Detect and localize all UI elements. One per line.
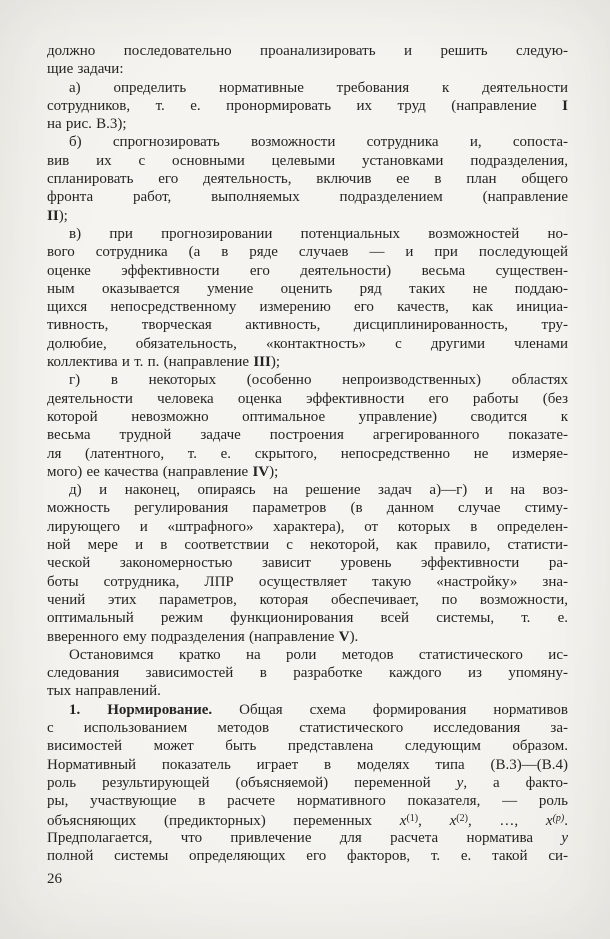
text-segment: ческой закономерностью зависит уровень эффективности ра- — [47, 555, 568, 572]
text-line — [47, 316, 568, 334]
text-line — [47, 628, 568, 646]
text-line — [47, 664, 568, 682]
text-line — [47, 536, 568, 554]
text-segment: I — [562, 97, 568, 114]
text-segment: x — [545, 813, 553, 829]
text-line — [47, 188, 568, 206]
text-segment: ); — [270, 354, 280, 371]
text-segment: оптимальный режим функционирования всей системы, т. е. — [47, 610, 568, 627]
text-segment: оценке эффективности его деятельности) весьма существен- — [47, 262, 568, 279]
text-segment: Общая схема формирования нормативов — [212, 701, 568, 718]
text-line — [47, 518, 568, 536]
text-segment: тых направлений. — [47, 683, 161, 700]
text-line — [47, 463, 568, 481]
text-segment: которой невозможно оптимальное управление) сводится к — [47, 408, 568, 425]
text-segment: ). — [349, 628, 359, 645]
text-segment: роль результирующей (объясняемой) переменной — [47, 774, 457, 791]
text-segment: ры, участвующие в расчете нормативного показателя, — роль — [47, 793, 568, 810]
text-segment: Остановимся кратко на роли методов статистического ис- — [69, 646, 568, 663]
text-line — [47, 426, 568, 444]
text-segment: на рис. В.3); — [47, 116, 127, 133]
text-segment: весьма трудной задаче построения агрегированного показате- — [47, 427, 568, 444]
text-line — [47, 79, 568, 97]
text-line — [47, 847, 568, 865]
text-segment: следования зависимостей в разработке каждого из упомяну- — [47, 665, 568, 682]
text-segment: ным оказывается умение оценить ряд таких не поддаю- — [47, 280, 568, 297]
text-segment: IV — [252, 463, 270, 480]
text-segment: y — [456, 774, 464, 791]
text-line — [47, 115, 568, 133]
text-line — [47, 701, 568, 719]
text-segment: V — [338, 628, 350, 645]
text-block — [47, 42, 568, 865]
text-line — [47, 646, 568, 664]
text-segment: коллектива и т. п. (направление — [47, 354, 254, 371]
text-line — [47, 554, 568, 572]
text-segment: (2) — [456, 813, 468, 825]
text-line — [47, 774, 568, 792]
text-line — [47, 408, 568, 426]
text-segment: (p) — [552, 813, 565, 825]
text-segment: 1. Нормирование. — [69, 701, 213, 718]
text-line — [47, 133, 568, 151]
text-segment: должно последовательно проанализировать и решить следую- — [47, 43, 568, 59]
text-line — [47, 207, 568, 225]
page-number: 26 — [47, 871, 62, 887]
text-segment: y — [561, 829, 568, 846]
text-segment: вив их с основными целевыми установками подразделения, — [47, 152, 568, 169]
text-line — [47, 829, 568, 847]
text-segment: щие задачи: — [47, 61, 124, 78]
text-line — [47, 152, 568, 170]
text-segment: ); — [269, 463, 279, 480]
text-segment: с использованием методов статистического исследования за- — [47, 719, 568, 736]
text-line — [47, 371, 568, 389]
text-segment: сотрудников, т. е. пронормировать их труд (направление — [47, 97, 563, 114]
text-segment: спланировать его деятельность, включив ее в план общего — [47, 171, 568, 188]
text-line — [47, 445, 568, 463]
text-segment: фронта работ, выполняемых подразделением (направление — [47, 189, 568, 206]
text-segment: вого сотрудника (а в ряде случаев — и при последующей — [47, 244, 568, 261]
text-segment: в) при прогнозировании потенциальных возможностей но- — [69, 225, 568, 242]
text-segment: Нормативный показатель играет в моделях типа (В.3)—(В.4) — [47, 756, 568, 773]
text-segment: ); — [58, 207, 68, 224]
text-line — [47, 390, 568, 408]
text-line — [47, 60, 568, 78]
text-segment: б) спрогнозировать возможности сотрудника и, сопоста- — [69, 134, 568, 151]
text-segment: г) в некоторых (особенно непроизводственных) областях — [69, 372, 568, 389]
text-segment: , — [418, 813, 450, 829]
text-segment: долюбие, обязательность, «контактность» с другими членами — [47, 335, 568, 352]
text-segment: деятельности человека оценка эффективности его работы (без — [47, 390, 568, 407]
text-segment: тивность, творческая активность, дисциплинированность, тру- — [47, 317, 568, 334]
text-line — [47, 499, 568, 517]
text-line — [47, 225, 568, 243]
text-line — [47, 262, 568, 280]
text-segment: а) определить нормативные требования к деятельности — [69, 79, 568, 96]
text-segment: III — [253, 354, 271, 371]
text-segment: , …, — [467, 813, 546, 829]
text-segment: ной мере и в соответствии с некоторой, как правило, статисти- — [47, 537, 568, 554]
text-segment: x — [449, 813, 457, 829]
text-line — [47, 719, 568, 737]
text-line — [47, 335, 568, 353]
text-segment: можность регулирования параметров (в данном случае стиму- — [47, 500, 568, 517]
text-line — [47, 682, 568, 700]
text-segment: . — [564, 813, 568, 829]
text-segment: боты сотрудника, ЛПР осуществляет такую «настройку» зна- — [47, 573, 568, 590]
text-line — [47, 756, 568, 774]
text-segment: д) и наконец, опираясь на решение задач а)—г) и на воз- — [69, 482, 568, 499]
text-segment: щихся непосредственному измерению его качеств, как инициа- — [47, 299, 568, 316]
text-line — [47, 573, 568, 591]
text-line — [47, 280, 568, 298]
text-segment: Предполагается, что привлечение для расчета норматива — [47, 829, 562, 846]
text-line — [47, 810, 568, 828]
text-line — [47, 170, 568, 188]
text-segment: лирующего и «штрафного» характера), от которых в определен- — [47, 518, 568, 535]
text-line — [47, 42, 568, 60]
text-segment: объясняющих (предикторных) переменных — [47, 813, 400, 829]
text-segment: чений этих параметров, которая обеспечивает, по возможности, — [47, 591, 568, 608]
text-segment: ля (латентного, т. е. скрытого, непосредственно не измеряе- — [47, 445, 568, 462]
text-line — [47, 481, 568, 499]
text-segment: висимостей может быть представлена следующим образом. — [47, 738, 568, 755]
text-segment: полной системы определяющих его факторов, т. е. такой си- — [47, 848, 568, 865]
text-line — [47, 609, 568, 627]
text-line — [47, 353, 568, 371]
text-segment: (1) — [406, 813, 419, 825]
text-segment: вверенного ему подразделения (направление — [47, 628, 339, 645]
text-line — [47, 298, 568, 316]
text-segment: II — [47, 207, 59, 224]
text-line — [47, 792, 568, 810]
text-segment: мого) ее качества (направление — [47, 463, 253, 480]
text-segment: x — [399, 813, 407, 829]
text-line — [47, 737, 568, 755]
text-line — [47, 243, 568, 261]
text-segment: , а факто- — [463, 774, 568, 791]
text-line — [47, 97, 568, 115]
text-line — [47, 591, 568, 609]
